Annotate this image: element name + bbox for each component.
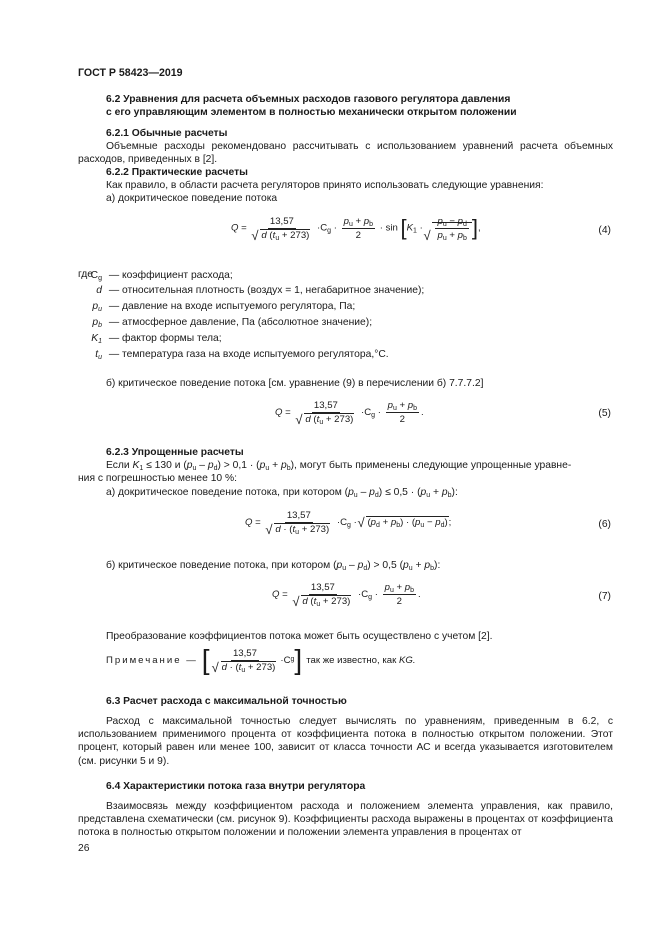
page-number: 26 [78, 843, 90, 854]
section-6-4-title: 6.4 Характеристики потока газа внутри регулятора [106, 781, 366, 792]
section-6-2-2-title: 6.2.2 Практические расчеты [106, 167, 248, 178]
section-6-3-text: Расход с максимальной точностью следует вычислять по уравнениям, приведенным в 6.2, с использованием применимого процента от коэффициента потока в полностью открытом положении. Этот процент, который равен или менее 100, зависит от класса точности АС и всегда указывается изготовителем (см. рисунки 5 и 9). [78, 716, 613, 767]
section-6-2-title-line2: с его управляющим элементом в полностью механически открытом положении [106, 107, 517, 118]
definition-pu: $p_u$ — давление на входе испытуемого регулятора, Па; [92, 301, 356, 313]
equation-6-number: (6) [598, 519, 611, 530]
section-6-2-2-text: Как правило, в области расчета регуляторов принято использовать следующие уравнения: [106, 180, 544, 191]
item-a-simplified: а) докритическое поведение потока, при котором $(p_u - p_d) \le 0,5 \cdot (p_u + p_b)$: [106, 487, 458, 499]
equation-4: Q = 13,57 √ d $(t_u + 273)$ $\cdot C_g$ · $\frac{p_u + p_b}{2}$ · $\sin [K_1$ · √ $\frac{p_u - p_d}{p_u + p_b}$ ], [231, 215, 481, 241]
document-header: ГОСТ Р 58423—2019 [78, 67, 183, 79]
note: Примечание — [ 13,57 √ $d \cdot (t_u + 273)$ · C g ] так же известно, как KG. [106, 646, 416, 674]
item-a-subcritical: а) докритическое поведение потока [106, 193, 278, 204]
note-kg: KG. [398, 654, 416, 666]
definition-tu: $t_u$ — температура газа на входе испытуемого регулятора,°С. [95, 349, 389, 361]
equation-7: Q = 13,57 √ d $(t_u + 273)$ $\cdot C_g$ · $\frac{p_u + p_b}{2}$ . [272, 582, 421, 607]
equation-4-number: (4) [598, 225, 611, 236]
where-label: где [78, 269, 94, 280]
equation-5-number: (5) [598, 408, 611, 419]
definition-k1: $K_1$ — фактор формы тела; [91, 333, 222, 345]
section-6-2-1-title: 6.2.1 Обычные расчеты [106, 128, 228, 139]
section-6-2-3-condition: Если $K_1 \le 130$ и $(p_u - p_d) > 0,1 \cdot (p_u + p_b)$, могут быть применены следующие упрощенные уравне- [106, 460, 572, 472]
section-6-3-title: 6.3 Расчет расхода с максимальной точностью [106, 696, 347, 707]
section-6-4-text: Взаимосвязь между коэффициентом расхода и положением элемента управления, как правило, представлена схематически (см. рисунок 9). Коэффициенты расхода выражены в процентах от коэффициента потока в полностью открытом положении и положении элемента управления в процентах от [78, 801, 613, 839]
section-6-2-3-condition-cont: ния с погрешностью менее 10 %: [78, 473, 238, 484]
note-tail: так же известно, как [306, 654, 397, 666]
equation-6: Q = 13,57 √ $d \cdot (t_u + 273)$ $\cdot C_g$ · √ $(p_d + p_b) \cdot (p_u - p_d)$; [245, 510, 451, 535]
section-6-2-3-title: 6.2.3 Упрощенные расчеты [106, 447, 244, 458]
equation-7-number: (7) [598, 591, 611, 602]
item-b-critical: б) критическое поведение потока [см. уравнение (9) в перечислении б) 7.7.7.2] [106, 378, 484, 389]
definition-pb: $p_b$ — атмосферное давление, Па (абсолютное значение); [92, 317, 373, 329]
conversion-text: Преобразование коэффициентов потока может быть осуществлено с учетом [2]. [106, 631, 493, 642]
note-label: Примечание — [106, 654, 198, 666]
section-6-2-1-text: Объемные расходы рекомендовано рассчитывать с использованием уравнений расчета объемных расходов, приведенных в [2]. [78, 141, 613, 166]
equation-5: Q = 13,57 √ d $(t_u + 273)$ $\cdot C_g$ · $\frac{p_u + p_b}{2}$ . [275, 400, 424, 425]
definition-cg: $C_g$ — коэффициент расхода; [90, 270, 233, 282]
section-6-2-title-line1: 6.2 Уравнения для расчета объемных расходов газового регулятора давления [106, 94, 511, 105]
item-b-simplified: б) критическое поведение потока, при котором $(p_u - p_d) > 0,5$ $(p_u + p_b)$: [106, 560, 441, 572]
definition-d: d — относительная плотность (воздух = 1, негабаритное значение); [96, 285, 425, 296]
